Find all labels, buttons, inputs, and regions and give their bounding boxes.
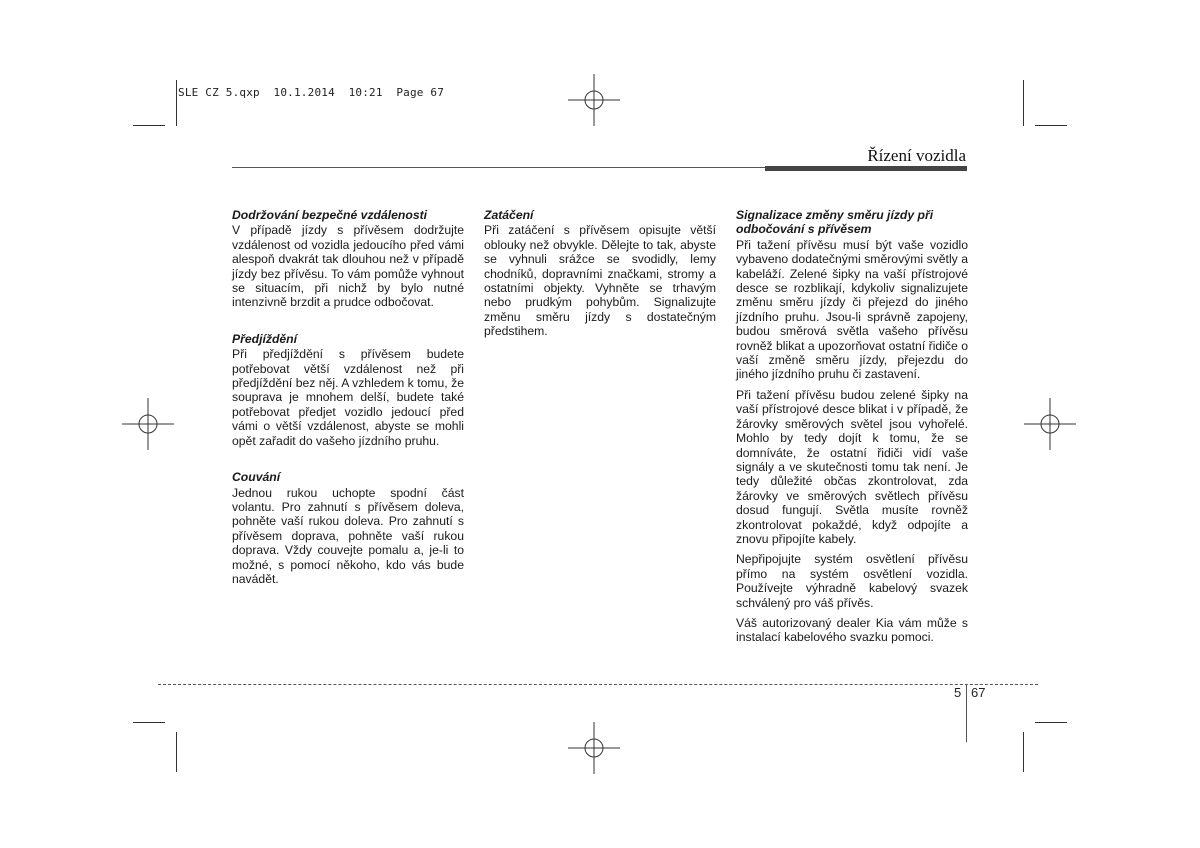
crop-mark bbox=[1023, 732, 1024, 772]
text-column-3 bbox=[736, 208, 968, 651]
chapter-number: 5 bbox=[954, 685, 962, 700]
print-slug: SLE CZ 5.qxp 10.1.2014 10:21 Page 67 bbox=[178, 86, 445, 99]
section-paragraph: Nepřipojujte systém osvětlení přívěsu přímo na systém osvětlení vozidla. Používejte výhradně kabelový svazek schválený pro váš přívěs. bbox=[736, 552, 968, 610]
section-heading: Signalizace změny směru jízdy při odbočování s přívěsem bbox=[736, 208, 934, 237]
section-heading: Couvání bbox=[232, 470, 281, 485]
crop-mark bbox=[133, 125, 165, 126]
section-heading: Dodržování bezpečné vzdálenosti bbox=[232, 208, 428, 222]
text-column-1 bbox=[232, 208, 464, 592]
section-paragraph: Jednou rukou uchopte spodní část volantu. Pro zahnutí s přívěsem doleva, pohněte vaší rukou doleva. Pro zahnutí s přívěsem doprava, pohněte vaší rukou doprava. Vždy couvejte pomalu a, je-li to možné, s pomocí někoho, kdo vás bude navádět. bbox=[232, 485, 464, 586]
section-paragraph: Při tažení přívěsu budou zelené šipky na vaší přístrojové desce blikat i v případě, že žárovky směrových světel jsou vyhořelé. Mohlo by tedy dojít k tomu, že se domníváte, že ostatní řidiči vidí vaše signály a ve skutečnosti tomu tak není. Je tedy důležité občas zkontrolovat, zda žárovky ve směrových světlech přívěsu dosud fungují. Světla musíte rovněž zkontrolovat pokaždé, když odpojíte a znovu připojíte kabely. bbox=[736, 387, 968, 546]
crop-mark bbox=[133, 722, 165, 723]
registration-mark-top bbox=[568, 74, 620, 126]
crop-mark bbox=[1035, 125, 1067, 126]
section-paragraph: Při předjíždění s přívěsem budete potřebovat větší vzdálenost než při předjíždění bez něj. A vzhledem k tomu, že souprava je mnohem delší, budete také potřebovat předjet vozidlo jedoucí před vámi o větší vzdálenost, abyste se mohli opět zařadit do vašeho jízdního pruhu. bbox=[232, 347, 464, 448]
page-number: 67 bbox=[971, 685, 986, 700]
registration-mark-left bbox=[122, 398, 174, 450]
page-number-separator bbox=[966, 684, 967, 742]
section-paragraph: V případě jízdy s přívěsem dodržujte vzdálenost od vozidla jedoucího před vámi alespoň dvakrát tak dlouhou než v případě jízdy bez přívěsu. To vám pomůže vyhnout se situacím, při nichž by bylo nutné intenzivně brzdit a prudce odbočovat. bbox=[232, 223, 464, 310]
text-column-2 bbox=[484, 208, 716, 345]
section-paragraph: Při zatáčení s přívěsem opisujte větší oblouky než obvykle. Dělejte to tak, abyste se vyhnuli srážce se svodidly, lemy chodníků, dopravními značkami, stromy a ostatními objekty. Vyhněte se trhavým nebo prudkým pohybům. Signalizujte změnu směru jízdy s dostatečným předstihem. bbox=[484, 223, 716, 339]
section-heading: Předjíždění bbox=[232, 331, 298, 346]
section-paragraph: Při tažení přívěsu musí být vaše vozidlo vybaveno dodatečnými směrovými světly a kabeláží. Zelené šipky na vaší přístrojové desce se rozblikají, kdykoliv signalizujete změnu směru jízdy či přejezd do jiného jízdního pruhu. Jsou-li správně zapojeny, budou směrová světla vašeho přívěsu rovněž blikat a upozorňovat ostatní řidiče o vaší změně směru jízdy, přejezdu do jiného jízdního pruhu či zastavení. bbox=[736, 237, 968, 382]
registration-mark-bottom bbox=[568, 722, 620, 774]
header-rule-accent bbox=[765, 166, 967, 171]
crop-mark bbox=[176, 80, 177, 126]
chapter-title: Řízení vozidla bbox=[867, 146, 966, 165]
footer-dotted-rule bbox=[158, 684, 1038, 685]
registration-mark-right bbox=[1024, 398, 1076, 450]
section-paragraph: Váš autorizovaný dealer Kia vám může s instalací kabelového svazku pomoci. bbox=[736, 615, 968, 645]
crop-mark bbox=[1035, 722, 1067, 723]
crop-mark bbox=[176, 732, 177, 772]
crop-mark bbox=[1023, 80, 1024, 126]
section-heading: Zatáčení bbox=[484, 208, 534, 222]
